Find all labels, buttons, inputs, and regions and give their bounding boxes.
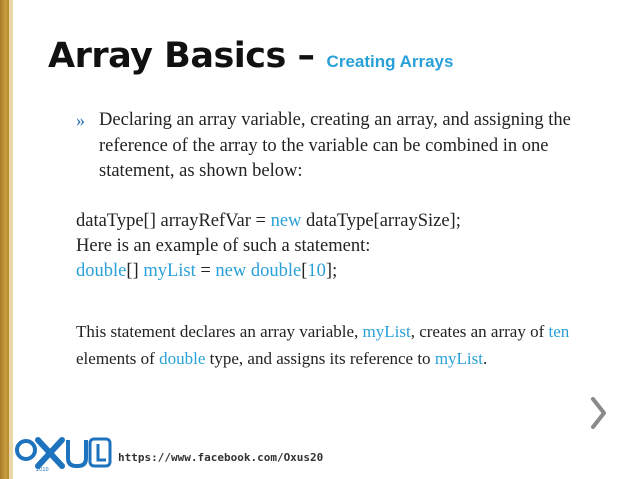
bullet-marker: »: [76, 110, 85, 130]
paragraph-keyword: double: [159, 349, 206, 368]
code-line-example: [76, 259, 636, 284]
logo-caption: 2010: [36, 467, 49, 472]
paragraph-text: .: [482, 349, 488, 368]
code-text: dataType[] arrayRefVar =: [76, 211, 271, 231]
code-block: [76, 209, 636, 284]
code-text: dataType[arraySize];: [301, 211, 461, 231]
slide-title: [48, 36, 453, 82]
code-text: ];: [325, 261, 338, 281]
title-subtitle: Creating Arrays: [326, 52, 454, 71]
code-keyword: double: [76, 261, 127, 281]
code-text: =: [195, 261, 216, 281]
paragraph-text: , creates an array of: [410, 322, 549, 341]
paragraph-keyword: myList: [434, 349, 483, 368]
code-keyword: new: [270, 211, 302, 231]
facebook-url-link[interactable]: https://www.facebook.com/Oxus20: [118, 451, 324, 464]
paragraph-text: This statement declares an array variable,: [76, 322, 363, 341]
code-text: []: [126, 261, 144, 281]
left-decorative-stripe: [9, 0, 13, 479]
paragraph-keyword: myList: [362, 322, 411, 341]
explanation-paragraph: [76, 318, 628, 372]
paragraph-text: type, and assigns its reference to: [205, 349, 435, 368]
bullet-point: [76, 108, 626, 185]
left-decorative-bar: [0, 0, 9, 479]
code-text: [: [301, 261, 308, 281]
bullet-text: Declaring an array variable, creating an array, and assigning the reference of the array to the variable can be combined in one statement, as shown below:: [99, 110, 571, 181]
paragraph-text: elements of: [76, 349, 160, 368]
title-main: Array Basics –: [48, 36, 315, 76]
code-keyword: new double: [215, 261, 302, 281]
paragraph-keyword: ten: [548, 322, 570, 341]
chevron-right-icon[interactable]: [590, 396, 608, 430]
code-line-syntax: [76, 209, 636, 234]
code-keyword: 10: [307, 261, 326, 281]
oxus-logo: [14, 436, 114, 472]
code-keyword: myList: [143, 261, 196, 281]
code-line-intro: Here is an example of such a statement:: [76, 236, 371, 256]
